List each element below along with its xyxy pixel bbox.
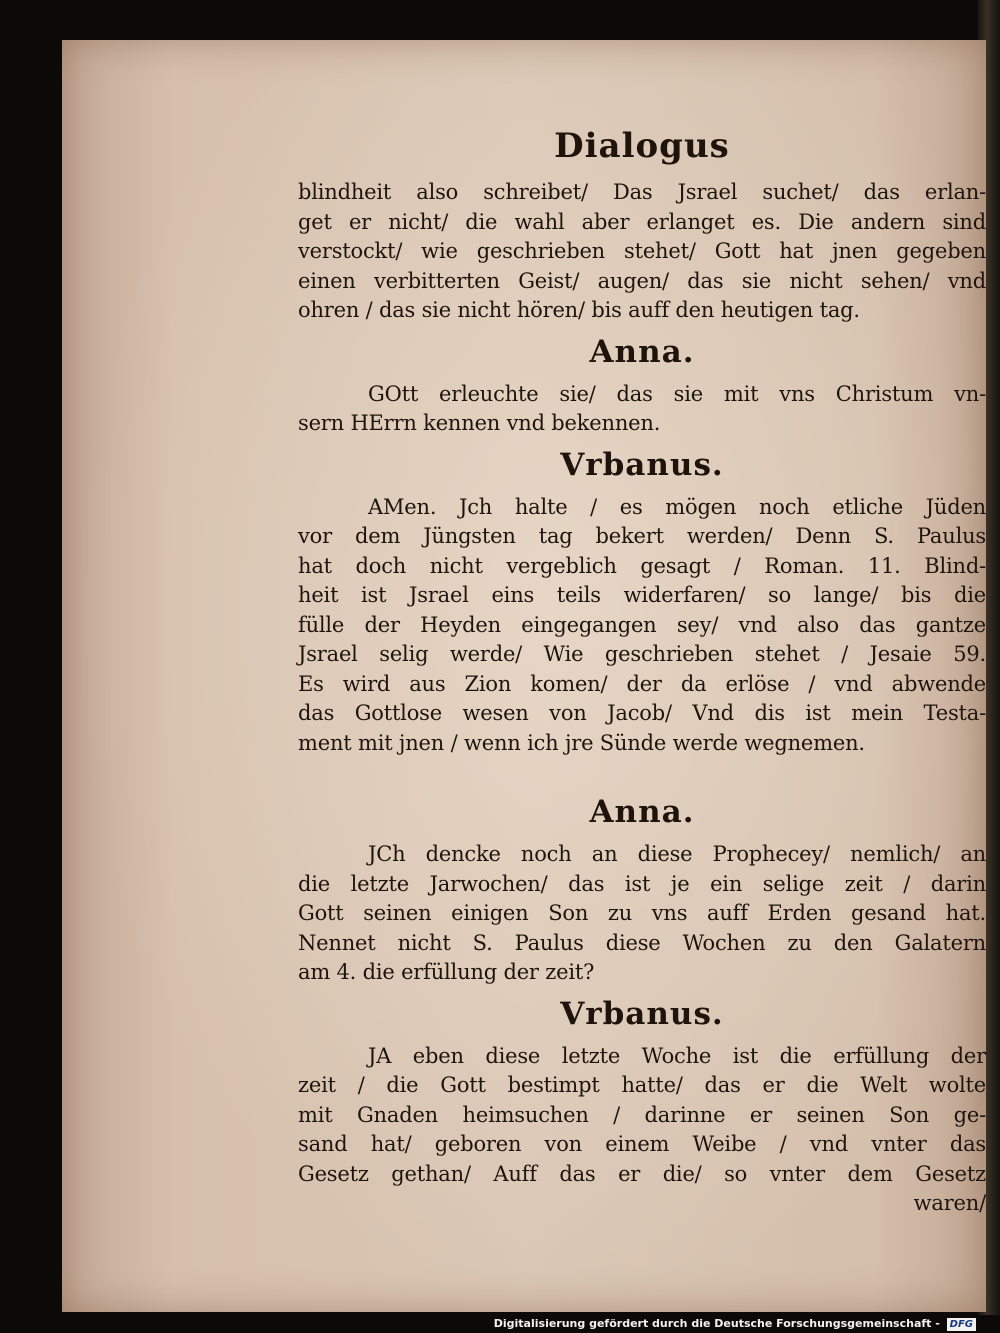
speaker-heading-vrbanus: Vrbanus. (560, 995, 724, 1032)
text-line: das Gottlose wesen von Jacob/ Vnd dis ist mein Testa- (298, 701, 986, 725)
passage-5 (298, 1042, 986, 1190)
footer-credit-text: Digitalisierung gefördert durch die Deutsche Forschungsgemeinschaft - (493, 1317, 940, 1330)
passage-4 (298, 840, 986, 988)
speaker-heading-anna: Anna. (589, 794, 695, 830)
document-page (62, 40, 986, 1312)
text-line: Jsrael selig werde/ Wie geschrieben stehet / Jesaie 59. (298, 642, 986, 666)
text-line: blindheit also schreibet/ Das Jsrael suchet/ das erlan- (298, 180, 986, 204)
text-line: Es wird aus Zion komen/ der da erlöse / vnd abwende (298, 671, 986, 696)
text-line: Gott seinen einigen Son zu vns auff Erden gesand hat. (298, 901, 986, 925)
dfg-logo-icon: DFG (947, 1318, 976, 1331)
passage-1 (298, 178, 986, 326)
catchword: waren/ (913, 1191, 986, 1215)
text-line: ment mit jnen / wenn ich jre Sünde werde wegnemen. (298, 730, 865, 755)
text-line: zeit / die Gott bestimpt hatte/ das er die Welt wolte (298, 1073, 986, 1097)
text-line: am 4. die erfüllung der zeit? (298, 960, 595, 984)
text-line: sand hat/ geboren von einem Weibe / vnd vnter das (298, 1132, 986, 1156)
text-line: Nennet nicht S. Paulus diese Wochen zu den Galatern (298, 930, 986, 955)
running-head: Dialogus (554, 126, 730, 166)
text-line: fülle der Heyden eingegangen sey/ vnd also das gantze (298, 612, 986, 637)
text-line: einen verbitterten Geist/ augen/ das sie nicht sehen/ vnd (298, 268, 986, 293)
text-line: verstockt/ wie geschrieben stehet/ Gott hat jnen gegeben (298, 239, 986, 263)
text-line: JCh dencke noch an diese Prophecey/ nemlich/ an (368, 842, 986, 866)
text-line: JA eben diese letzte Woche ist die erfüllung der (368, 1043, 986, 1068)
speaker-heading-vrbanus: Vrbanus. (560, 446, 724, 483)
text-line: vor dem Jüngsten tag bekert werden/ Denn S. Paulus (298, 524, 986, 548)
text-line: mit Gnaden heimsuchen / darinne er seinen Son ge- (298, 1102, 986, 1127)
text-line: sern HErrn kennen vnd bekennen. (298, 411, 661, 435)
text-line: GOtt erleuchte sie/ das sie mit vns Christum vn- (368, 381, 986, 406)
text-line: die letzte Jarwochen/ das ist je ein selige zeit / darin (298, 871, 986, 896)
text-line: Gesetz gethan/ Auff das er die/ so vnter dem Gesetz (298, 1161, 986, 1186)
text-line: hat doch nicht vergeblich gesagt / Roman. 11. Blind- (298, 553, 986, 578)
text-line: get er nicht/ die wahl aber erlanget es. Die andern sind (298, 209, 986, 234)
passage-2 (298, 380, 986, 439)
text-line: heit ist Jsrael eins teils widerfaren/ so lange/ bis die (298, 583, 986, 607)
digitization-footer (0, 1315, 1000, 1333)
speaker-heading-anna: Anna. (589, 333, 695, 370)
text-block (298, 124, 986, 1219)
text-line: ohren / das sie nicht hören/ bis auff den heutigen tag. (298, 298, 860, 322)
text-line: AMen. Jch halte / es mögen noch etliche Jüden (368, 494, 986, 519)
passage-3 (298, 493, 986, 759)
